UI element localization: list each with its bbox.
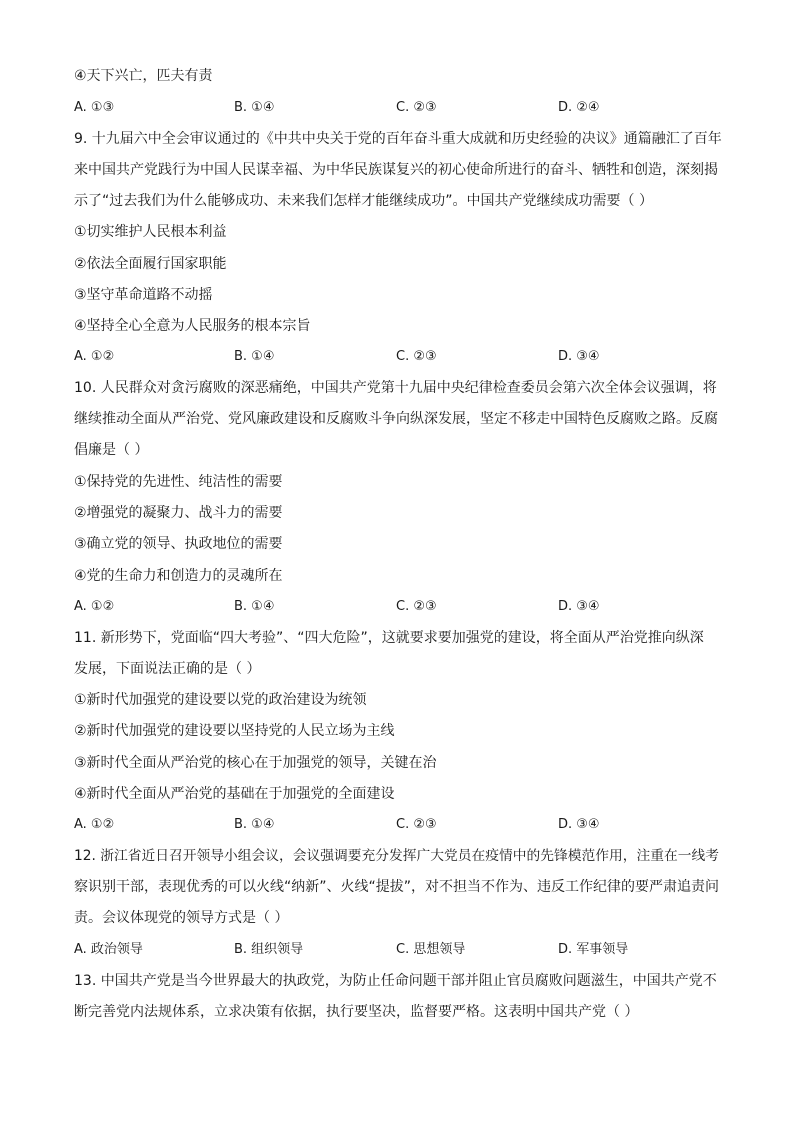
option-statement-3: ③确立党的领导、执政地位的需要: [74, 536, 283, 552]
question-9-stem: 来中国共产党践行为中国人民谋幸福、为中华民族谋复兴的初心使命所进行的奋斗、牺牲和创造，深刻揭: [74, 162, 718, 178]
question-12-stem: 12. 浙江省近日召开领导小组会议，会议强调要充分发挥广大党员在疫情中的先锋模范作用，注重在一线考: [74, 848, 719, 864]
choice-a: A. ①③: [74, 100, 115, 115]
option-statement-3: ③新时代全面从严治党的核心在于加强党的领导，关键在治: [74, 755, 437, 771]
option-statement-3: ③坚守革命道路不动摇: [74, 287, 213, 303]
choice-b: B. ①④: [234, 349, 275, 364]
choice-a: A. ①②: [74, 599, 115, 614]
choice-d: D. 军事领导: [558, 942, 629, 957]
choice-c: C. ②③: [396, 100, 437, 115]
option-statement-4: ④新时代全面从严治党的基础在于加强党的全面建设: [74, 786, 395, 802]
answer-choices-q8: [74, 98, 724, 118]
answer-choices-q9: [74, 347, 724, 367]
choice-d: D. ③④: [558, 599, 600, 614]
choice-d: D. ③④: [558, 817, 600, 832]
question-13-stem: 断完善党内法规体系，立求决策有依据，执行要坚决，监督要严格。这表明中国共产党（ ）: [74, 1004, 639, 1020]
question-11-stem: 11. 新形势下，党面临“四大考验”、“四大危险”，这就要求要加强党的建设，将全面从严治党推向纵深: [74, 630, 704, 646]
option-statement-2: ②增强党的凝聚力、战斗力的需要: [74, 505, 283, 521]
question-9-stem: 9. 十九届六中全会审议通过的《中共中央关于党的百年奋斗重大成就和历史经验的决议》通篇融汇了百年: [74, 131, 722, 147]
choice-c: C. 思想领导: [396, 942, 466, 957]
choice-b: B. ①④: [234, 100, 275, 115]
choice-d: D. ③④: [558, 349, 600, 364]
question-12-stem: 责。会议体现党的领导方式是（ ）: [74, 910, 289, 926]
choice-a: A. ①②: [74, 349, 115, 364]
choice-b: B. ①④: [234, 599, 275, 614]
answer-choices-q11: [74, 815, 724, 835]
choice-d: D. ②④: [558, 100, 600, 115]
option-statement-1: ①保持党的先进性、纯洁性的需要: [74, 474, 283, 490]
choice-c: C. ②③: [396, 817, 437, 832]
question-10-stem: 继续推动全面从严治党、党风廉政建设和反腐败斗争向纵深发展，坚定不移走中国特色反腐败之路。反腐: [74, 411, 718, 427]
question-11-stem: 发展，下面说法正确的是（ ）: [74, 661, 261, 677]
option-statement-1: ①新时代加强党的建设要以党的政治建设为统领: [74, 692, 367, 708]
option-statement-2: ②依法全面履行国家职能: [74, 256, 227, 272]
option-statement-4: ④党的生命力和创造力的灵魂所在: [74, 568, 283, 584]
answer-choices-q12: [74, 940, 724, 960]
question-10-stem: 10. 人民群众对贪污腐败的深恶痛绝，中国共产党第十九届中央纪律检查委员会第六次全体会议强调，将: [74, 380, 717, 396]
question-10-stem: 倡廉是（ ）: [74, 442, 149, 458]
choice-c: C. ②③: [396, 349, 437, 364]
option-statement-1: ①切实维护人民根本利益: [74, 224, 227, 240]
choice-b: B. 组织领导: [234, 942, 304, 957]
option-statement-2: ②新时代加强党的建设要以坚持党的人民立场为主线: [74, 723, 395, 739]
question-12-stem: 察识别干部，表现优秀的可以火线“纳新”、火线“提拔”，对不担当不作为、违反工作纪律的要严肃追责问: [74, 879, 720, 895]
choice-a: A. ①②: [74, 817, 115, 832]
option-statement-4: ④天下兴亡，匹夫有责: [74, 68, 213, 84]
choice-a: A. 政治领导: [74, 942, 143, 957]
option-statement-4: ④坚持全心全意为人民服务的根本宗旨: [74, 318, 311, 334]
question-13-stem: 13. 中国共产党是当今世界最大的执政党，为防止任命问题干部并阻止官员腐败问题滋生，中国共产党不: [74, 973, 717, 989]
question-9-stem: 示了“过去我们为什么能够成功、未来我们怎样才能继续成功”。中国共产党继续成功需要（ ）: [74, 193, 653, 209]
choice-b: B. ①④: [234, 817, 275, 832]
answer-choices-q10: [74, 597, 724, 617]
choice-c: C. ②③: [396, 599, 437, 614]
